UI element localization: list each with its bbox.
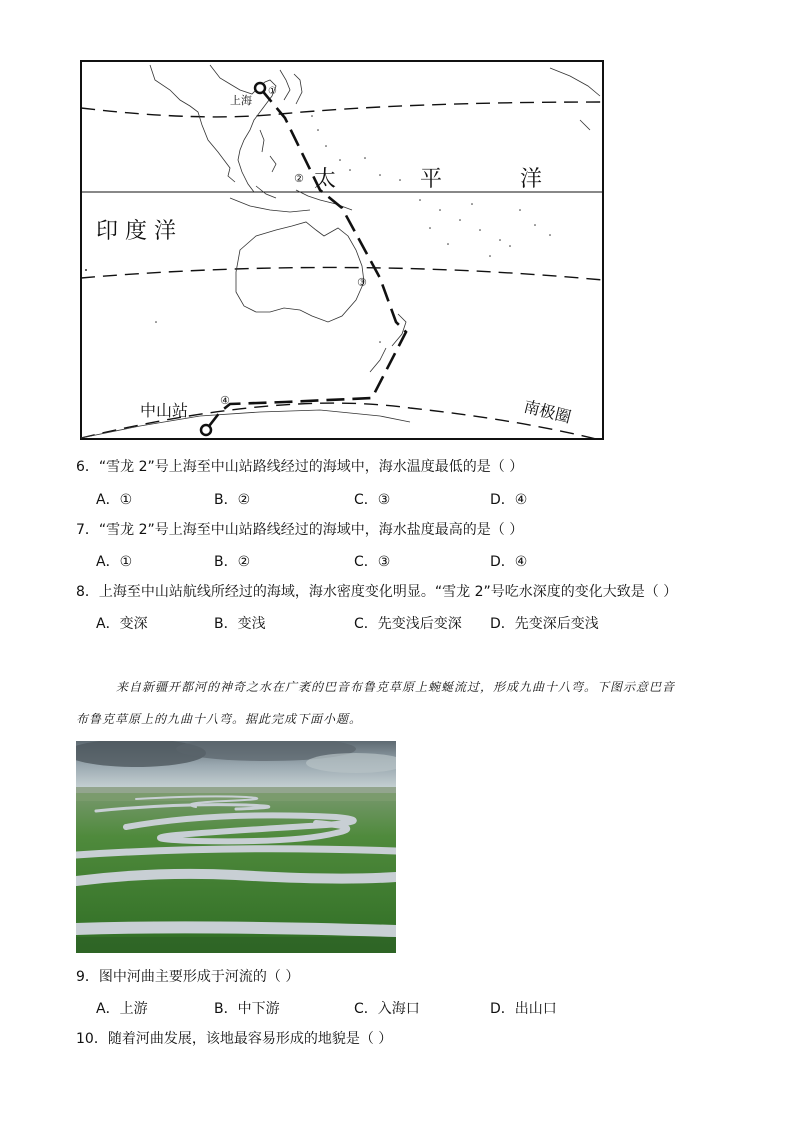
q9-option-a[interactable]: A．上游 [96, 1001, 148, 1017]
pacific-label-1: 太 [314, 167, 337, 192]
q8-option-c[interactable]: C．先变浅后变深 [354, 616, 462, 632]
antarctic-circle-label: 南极圈 [521, 396, 574, 427]
passage-line-2: 布鲁克草原上的九曲十八弯。据此完成下面小题。 [76, 712, 363, 726]
question-7: 7．“雪龙 2”号上海至中山站路线经过的海域中，海水盐度最高的是（ ） [76, 522, 524, 538]
route-map [80, 60, 604, 440]
indian-ocean-label: 印 度 洋 [96, 219, 176, 244]
q9-option-c[interactable]: C．入海口 [354, 1001, 420, 1017]
passage-line-1: 来自新疆开都河的神奇之水在广袤的巴音布鲁克草原上蜿蜒流过，形成九曲十八弯。下图示意巴音 [116, 680, 676, 694]
shanghai-label: 上海 [230, 94, 252, 107]
question-9: 9．图中河曲主要形成于河流的（ ） [76, 969, 300, 985]
q7-option-c[interactable]: C．③ [354, 554, 391, 570]
q9-option-d[interactable]: D．出山口 [490, 1001, 557, 1017]
question-6: 6．“雪龙 2”号上海至中山站路线经过的海域中，海水温度最低的是（ ） [76, 459, 524, 475]
q7-option-b[interactable]: B．② [214, 554, 251, 570]
shanghai-marker [255, 83, 265, 93]
question-8: 8．上海至中山站航线所经过的海域，海水密度变化明显。“雪龙 2”号吃水深度的变化大致是（ ） [76, 584, 678, 600]
point1-label: ① [268, 86, 277, 97]
q7-option-a[interactable]: A．① [96, 554, 133, 570]
q6-option-a[interactable]: A．① [96, 492, 133, 508]
meandering-river-photo [76, 741, 396, 953]
q9-option-b[interactable]: B．中下游 [214, 1001, 280, 1017]
zhongshan-label: 中山站 [140, 401, 189, 420]
point3-label: ③ [357, 276, 367, 289]
q6-option-b[interactable]: B．② [214, 492, 251, 508]
q8-option-b[interactable]: B．变浅 [214, 616, 266, 632]
q8-option-a[interactable]: A．变深 [96, 616, 148, 632]
pacific-label-3: 洋 [520, 167, 543, 192]
q7-option-d[interactable]: D．④ [490, 554, 528, 570]
point4-label: ④ [220, 394, 230, 407]
pacific-label-2: 平 [420, 167, 443, 192]
q6-option-d[interactable]: D．④ [490, 492, 528, 508]
point2-label: ② [294, 172, 304, 185]
zhongshan-marker [201, 425, 211, 435]
q6-option-c[interactable]: C．③ [354, 492, 391, 508]
q8-option-d[interactable]: D．先变深后变浅 [490, 616, 599, 632]
question-10: 10．随着河曲发展，该地最容易形成的地貌是（ ） [76, 1031, 393, 1047]
